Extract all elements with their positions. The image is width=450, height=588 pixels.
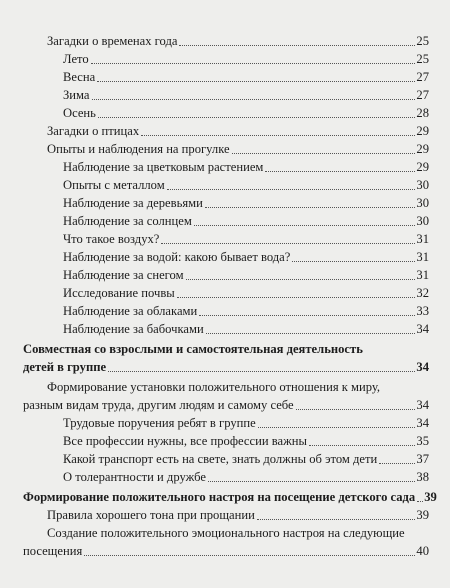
toc-entry <box>0 320 450 338</box>
toc-entry-title: Исследование почвы <box>63 286 175 300</box>
toc-entry-title: Загадки о временах года <box>47 34 178 48</box>
toc-entry-page: 34 <box>416 322 429 336</box>
toc-entry-page: 37 <box>416 452 429 466</box>
toc-entry <box>0 122 450 140</box>
toc-entry-page: 29 <box>416 142 429 156</box>
dot-leader <box>84 555 415 556</box>
toc-entry-page: 25 <box>416 52 429 66</box>
toc-entry <box>0 450 450 468</box>
table-of-contents <box>0 32 450 560</box>
dot-leader <box>98 117 415 118</box>
toc-section-heading <box>0 488 450 506</box>
toc-entry-page: 38 <box>416 470 429 484</box>
toc-entry <box>0 432 450 450</box>
toc-entry <box>0 414 450 432</box>
toc-entry-page: 29 <box>416 160 429 174</box>
toc-entry-title: Наблюдение за солнцем <box>63 214 192 228</box>
toc-entry-page: 34 <box>416 398 429 412</box>
toc-entry <box>0 378 450 414</box>
toc-entry <box>0 158 450 176</box>
dot-leader <box>92 99 416 100</box>
toc-entry-title: Совместная со взрослыми и самостоятельная деятельность <box>23 342 363 356</box>
toc-entry <box>0 506 450 524</box>
toc-entry-page: 34 <box>416 360 429 374</box>
toc-entry-page: 39 <box>424 490 437 504</box>
toc-entry-page: 40 <box>416 544 429 558</box>
dot-leader <box>296 409 416 410</box>
dot-leader <box>265 171 415 172</box>
dot-leader <box>186 279 416 280</box>
toc-entry <box>0 524 450 560</box>
toc-entry-page: 27 <box>416 70 429 84</box>
toc-entry-title: Формирование положительного настроя на посещение детского сада <box>23 490 416 504</box>
toc-entry-page: 30 <box>416 178 429 192</box>
toc-entry-page: 30 <box>416 214 429 228</box>
dot-leader <box>97 81 415 82</box>
toc-entry-title: Загадки о птицах <box>47 124 140 138</box>
toc-entry-page: 30 <box>416 196 429 210</box>
toc-entry-title: Весна <box>63 70 96 84</box>
toc-entry <box>0 230 450 248</box>
toc-entry-page: 39 <box>416 508 429 522</box>
toc-entry-title: Зима <box>63 88 90 102</box>
toc-entry <box>0 248 450 266</box>
toc-entry-page: 27 <box>416 88 429 102</box>
dot-leader <box>141 135 415 136</box>
dot-leader <box>167 189 416 190</box>
toc-entry-title: О толерантности и дружбе <box>63 470 206 484</box>
dot-leader <box>177 297 416 298</box>
dot-leader <box>232 153 416 154</box>
dot-leader <box>292 261 415 262</box>
dot-leader <box>91 63 416 64</box>
dot-leader <box>379 463 415 464</box>
dot-leader <box>206 333 416 334</box>
toc-entry-title: Наблюдение за водой: какою бывает вода? <box>63 250 291 264</box>
toc-entry-page: 31 <box>416 268 429 282</box>
toc-entry <box>0 68 450 86</box>
toc-section-heading <box>0 340 450 376</box>
toc-entry-title: Наблюдение за снегом <box>63 268 184 282</box>
dot-leader <box>257 519 416 520</box>
toc-entry-page: 28 <box>416 106 429 120</box>
dot-leader <box>258 427 416 428</box>
dot-leader <box>194 225 416 226</box>
toc-entry-page: 34 <box>416 416 429 430</box>
dot-leader <box>161 243 415 244</box>
dot-leader <box>205 207 416 208</box>
dot-leader <box>417 501 423 502</box>
toc-entry-title-cont: детей в группе <box>23 360 107 374</box>
toc-entry <box>0 194 450 212</box>
toc-entry-page: 25 <box>416 34 429 48</box>
toc-entry-page: 31 <box>416 250 429 264</box>
toc-entry-title: Что такое воздух? <box>63 232 160 246</box>
toc-entry-title: Трудовые поручения ребят в группе <box>63 416 256 430</box>
toc-entry-title: Правила хорошего тона при прощании <box>47 508 255 522</box>
toc-entry <box>0 176 450 194</box>
toc-entry <box>0 104 450 122</box>
toc-entry-page: 31 <box>416 232 429 246</box>
toc-entry <box>0 212 450 230</box>
toc-entry-title: Наблюдение за облаками <box>63 304 198 318</box>
toc-entry <box>0 468 450 486</box>
toc-entry-title: Создание положительного эмоционального настроя на следующие <box>47 526 405 540</box>
toc-entry <box>0 140 450 158</box>
toc-entry-title: Все профессии нужны, все профессии важны <box>63 434 307 448</box>
toc-entry-page: 33 <box>416 304 429 318</box>
toc-entry-title: Наблюдение за деревьями <box>63 196 203 210</box>
toc-entry-title: Опыты с металлом <box>63 178 165 192</box>
toc-entry-title: Наблюдение за цветковым растением <box>63 160 264 174</box>
toc-entry-page: 32 <box>416 286 429 300</box>
toc-entry <box>0 284 450 302</box>
toc-entry-page: 35 <box>416 434 429 448</box>
toc-entry-page: 29 <box>416 124 429 138</box>
toc-entry <box>0 86 450 104</box>
toc-entry-title-cont: посещения <box>23 544 83 558</box>
toc-entry <box>0 32 450 50</box>
dot-leader <box>179 45 415 46</box>
dot-leader <box>208 481 415 482</box>
toc-entry-title: Какой транспорт есть на свете, знать должны об этом дети <box>63 452 378 466</box>
toc-entry-title: Опыты и наблюдения на прогулке <box>47 142 230 156</box>
toc-entry-title: Наблюдение за бабочками <box>63 322 204 336</box>
toc-entry-title-cont: разным видам труда, другим людям и самому себе <box>23 398 294 412</box>
toc-entry <box>0 266 450 284</box>
toc-entry <box>0 302 450 320</box>
dot-leader <box>309 445 415 446</box>
toc-entry-title: Осень <box>63 106 96 120</box>
dot-leader <box>108 371 415 372</box>
toc-entry-title: Лето <box>63 52 89 66</box>
toc-entry <box>0 50 450 68</box>
toc-entry-title: Формирование установки положительного отношения к миру, <box>47 380 381 394</box>
dot-leader <box>199 315 415 316</box>
